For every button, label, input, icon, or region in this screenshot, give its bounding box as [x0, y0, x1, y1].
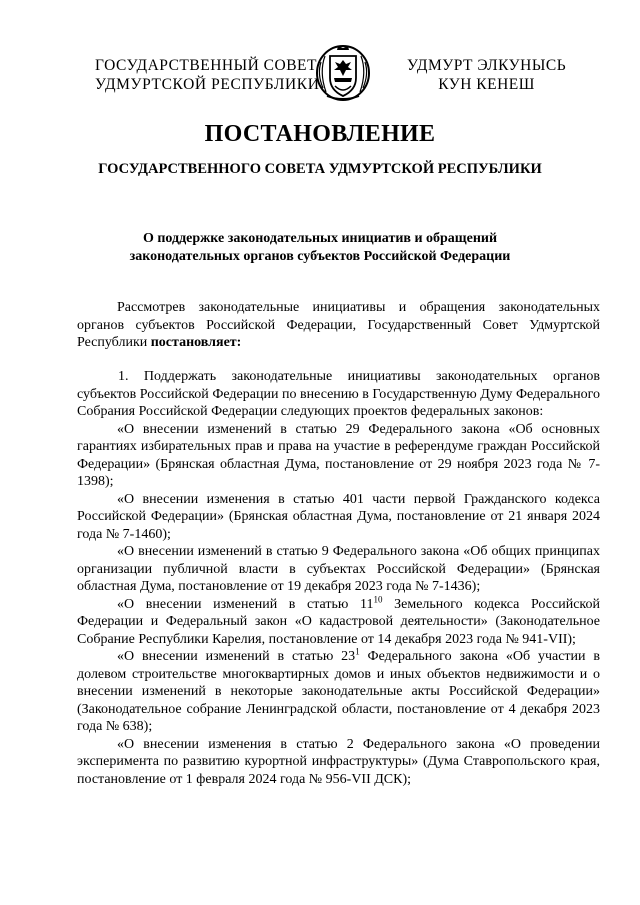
udmurt-coat-of-arms-icon: [313, 42, 373, 102]
list-item: [77, 648, 600, 736]
list-item: «О внесении изменений в статью 9 Федерального закона «Об общих принципах организации публичной власти в субъектах Российской Федерации» (Брянская областная Дума, постановление от 19 декабря 2023 года № 7-1436);: [77, 544, 600, 594]
list-item: «О внесении изменений в статью 29 Федерального закона «Об основных гарантиях избирательных прав и права на участие в референдуме граждан Российской Федерации» (Брянская областная Дума, постановление от 29 ноября 2023 года № 7-1398);: [77, 421, 600, 489]
document-subject: [0, 230, 640, 266]
subject-line1: О поддержке законодательных инициатив и обращений: [142, 231, 498, 246]
intro-bold: постановляет:: [150, 335, 242, 350]
item5-text-pre: «О внесении изменений в статью 23: [117, 649, 356, 664]
items-section: [77, 368, 600, 788]
item5-superscript: 1: [355, 646, 360, 657]
header-left-line1: ГОСУДАРСТВЕННЫЙ СОВЕТ: [95, 57, 317, 74]
item4-superscript: 10: [373, 593, 383, 604]
header-right-line2: КУН КЕНЕШ: [438, 76, 535, 93]
intro-paragraph: [77, 299, 600, 352]
header-left-line2: УДМУРТСКОЙ РЕСПУБЛИКИ: [95, 76, 320, 93]
item4-text-pre: «О внесении изменений в статью 11: [117, 596, 374, 612]
list-item: «О внесении изменения в статью 401 части первой Гражданского кодекса Российской Федерации» (Брянская областная Дума, постановление от 21 января 2024 года № 7-1460);: [77, 491, 600, 542]
list-item: [77, 593, 600, 649]
item5-text-post: Федерального закона «Об участии в долевом строительстве многоквартирных домов и иных объектов недвижимости и о внесении изменений в некоторые законодательные акты Российской Федерации» (Законодательное собрание Ленинградской области, постановление от 4 декабря 2023 года № 638);: [77, 649, 600, 734]
item4-text-post: Земельного кодекса Российской Федерации и Федеральный закон «О кадастровой деятельности» (Законодательное Собрание Республики Карелия, постановление от 14 декабря 2023 года № 941-VII);: [77, 596, 600, 647]
subject-line2: законодательных органов субъектов Российской Федерации: [129, 249, 511, 264]
point-1: 1. Поддержать законодательные инициативы законодательных органов субъектов Российской Федерации по внесению в Государственную Думу Федерального Собрания Российской Федерации следующих проектов федеральных законов:: [77, 369, 600, 419]
document-title: ПОСТАНОВЛЕНИЕ: [204, 121, 436, 147]
intro-text: Рассмотрев законодательные инициативы и обращения законодательных органов субъектов Российской Федерации, Государственный Совет Удмуртской Республики: [77, 300, 600, 350]
document-subtitle: ГОСУДАРСТВЕННОГО СОВЕТА УДМУРТСКОЙ РЕСПУБЛИКИ: [98, 161, 542, 177]
header-right: [407, 56, 566, 94]
list-item: «О внесении изменения в статью 2 Федерального закона «О проведении эксперимента по развитию курортной инфраструктуры» (Дума Ставропольского края, постановление от 1 февраля 2024 года № 956-VII ДСК);: [77, 736, 600, 787]
header-right-line1: УДМУРТ ЭЛКУНЫСЬ: [407, 57, 567, 74]
header-left: [95, 56, 320, 94]
